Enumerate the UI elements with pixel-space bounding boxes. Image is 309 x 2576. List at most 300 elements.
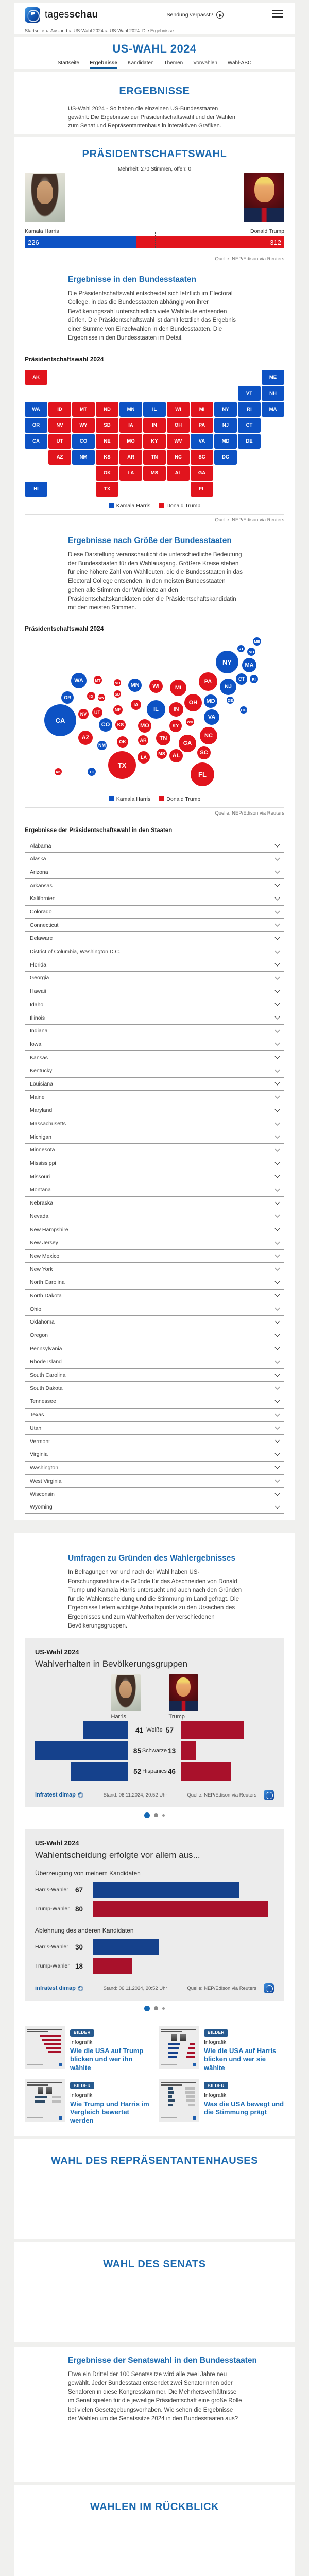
- state-accordion-row[interactable]: [25, 866, 284, 879]
- state-tile-AK[interactable]: AK: [25, 370, 47, 385]
- state-bubble-WY[interactable]: WY: [98, 694, 105, 701]
- state-bubble-NY[interactable]: NY: [216, 651, 238, 673]
- state-bubble-NV[interactable]: NV: [78, 709, 89, 719]
- state-bubble-AK[interactable]: AK: [55, 768, 62, 775]
- state-name: Virginia: [30, 1451, 48, 1458]
- state-tile-ME[interactable]: ME: [262, 370, 284, 385]
- teaser-kicker: Infografik: [204, 2092, 227, 2098]
- state-tile-NE[interactable]: NE: [96, 434, 118, 449]
- carousel-dot-3[interactable]: [162, 2007, 165, 2010]
- state-tile-ND[interactable]: ND: [96, 402, 118, 417]
- state-name: Tennessee: [30, 1398, 56, 1405]
- state-bubble-WI[interactable]: WI: [149, 680, 163, 693]
- state-bubble-IL[interactable]: IL: [147, 700, 165, 719]
- state-accordion-row[interactable]: [25, 945, 284, 958]
- state-name: Minnesota: [30, 1147, 55, 1154]
- state-bubble-MD[interactable]: MD: [204, 694, 217, 708]
- legend-swatch: [109, 503, 114, 508]
- source-note: Quelle: NEP/Edison via Reuters: [25, 253, 284, 262]
- trump-bar: [181, 1762, 231, 1781]
- state-tile-WY[interactable]: WY: [72, 418, 95, 433]
- state-name: Georgia: [30, 975, 49, 981]
- state-accordion-row[interactable]: [25, 918, 284, 931]
- tab-ergebnisse[interactable]: Ergebnisse: [90, 60, 117, 69]
- state-name: North Dakota: [30, 1292, 62, 1299]
- state-accordion-row[interactable]: [25, 1117, 284, 1130]
- bubble-map-legend: [25, 796, 284, 802]
- state-tile-TX[interactable]: TX: [96, 482, 118, 497]
- breadcrumb-item[interactable]: US-Wahl 2024: [73, 28, 104, 33]
- state-bubble-NJ[interactable]: NJ: [220, 679, 236, 695]
- category-label: Weiße: [146, 1727, 163, 1734]
- state-tile-IL[interactable]: IL: [143, 402, 166, 417]
- state-name: Kentucky: [30, 1067, 53, 1074]
- teaser-trump-profile[interactable]: [25, 2026, 152, 2072]
- breadcrumb-item[interactable]: Startseite: [25, 28, 45, 33]
- voter-label: Harris-Wähler: [35, 1944, 68, 1951]
- state-accordion-row[interactable]: [25, 1143, 284, 1157]
- state-name: Connecticut: [30, 922, 59, 928]
- chevron-down-icon: [275, 948, 280, 953]
- state-bubble-MO[interactable]: MO: [138, 719, 151, 733]
- state-name: Oklahoma: [30, 1319, 55, 1326]
- chevron-down-icon: [275, 908, 280, 913]
- state-bubble-FL[interactable]: FL: [191, 762, 214, 786]
- state-bubble-AL[interactable]: AL: [169, 749, 183, 762]
- chevron-down-icon: [275, 1464, 280, 1469]
- chevron-down-icon: [275, 975, 280, 980]
- state-tile-UT[interactable]: UT: [48, 434, 71, 449]
- state-name: Indiana: [30, 1028, 48, 1035]
- state-name: Wyoming: [30, 1504, 53, 1511]
- president-section: [14, 137, 295, 1520]
- state-accordion-row[interactable]: [25, 1130, 284, 1143]
- state-bubble-ME[interactable]: ME: [253, 637, 261, 646]
- house-section: [14, 2139, 295, 2239]
- harris-value: 85: [133, 1747, 141, 1755]
- state-accordion-row[interactable]: [25, 1262, 284, 1276]
- chevron-down-icon: [275, 1252, 280, 1258]
- state-bubble-GA[interactable]: GA: [179, 735, 196, 752]
- state-tile-MD[interactable]: MD: [214, 434, 237, 449]
- chart-title: US-Wahl 2024: [35, 1839, 79, 1848]
- state-bubble-CA[interactable]: CA: [44, 704, 76, 736]
- state-bubble-NC[interactable]: NC: [200, 727, 217, 744]
- chevron-down-icon: [275, 1345, 280, 1350]
- breadcrumb: [25, 28, 284, 33]
- state-tile-MA[interactable]: MA: [262, 402, 284, 417]
- state-name: Pennsylvania: [30, 1345, 62, 1352]
- state-tile-SC[interactable]: SC: [191, 450, 213, 465]
- state-accordion-row[interactable]: [25, 998, 284, 1011]
- state-tile-PA[interactable]: PA: [191, 418, 213, 433]
- legend-swatch: [159, 796, 164, 801]
- state-name: West Virginia: [30, 1478, 62, 1484]
- blue-bar: [93, 1939, 159, 1955]
- stand-note: Stand: 06.11.2024, 20:52 Uhr: [103, 1792, 167, 1798]
- state-name: Texas: [30, 1412, 44, 1418]
- breadcrumb-separator: ▸: [69, 29, 72, 33]
- state-tile-RI[interactable]: RI: [238, 402, 261, 417]
- source-note: Quelle: NEP/Edison via Reuters: [187, 1985, 256, 1991]
- state-name: Idaho: [30, 1001, 44, 1008]
- ard-icon: [264, 1790, 274, 1800]
- harris-bar: [35, 1741, 128, 1760]
- state-name: South Dakota: [30, 1385, 63, 1392]
- state-accordion-row[interactable]: [25, 1276, 284, 1289]
- carousel-dot-1[interactable]: [144, 2006, 150, 2011]
- chevron-down-icon: [275, 1014, 280, 1020]
- state-bubble-MA[interactable]: MA: [242, 658, 256, 672]
- chart-subtitle: Wahlentscheidung erfolgte vor allem aus...: [35, 1850, 200, 1860]
- state-accordion-row[interactable]: [25, 1170, 284, 1183]
- ard-mini-icon: [193, 2116, 196, 2120]
- chevron-down-icon: [275, 988, 280, 993]
- infratest-dimap-logo: infratest dimap: [35, 1985, 83, 1991]
- trump-ev-segment: 312: [136, 236, 284, 248]
- state-accordion-row[interactable]: [25, 1104, 284, 1117]
- legend-item: Kamala Harris: [109, 503, 151, 509]
- state-accordion-row[interactable]: [25, 1315, 284, 1329]
- breadcrumb-item[interactable]: Ausland: [50, 28, 67, 33]
- state-accordion-row[interactable]: [25, 892, 284, 905]
- group-label: Ablehnung des anderen Kandidaten: [35, 1927, 134, 1935]
- state-bubble-OK[interactable]: OK: [117, 736, 128, 748]
- ard-icon: [264, 1983, 274, 1993]
- state-tile-WA[interactable]: WA: [25, 402, 47, 417]
- state-bubble-NE[interactable]: NE: [113, 705, 123, 715]
- breadcrumb-separator: ▸: [46, 29, 49, 33]
- state-accordion-row[interactable]: [25, 1329, 284, 1342]
- state-bubble-PA[interactable]: PA: [199, 672, 217, 691]
- harris-value: 41: [135, 1726, 143, 1734]
- state-tile-OR[interactable]: OR: [25, 418, 47, 433]
- state-accordion-row[interactable]: [25, 1011, 284, 1024]
- state-bubble-VT[interactable]: VT: [237, 645, 245, 652]
- state-name: Massachusetts: [30, 1121, 66, 1127]
- state-accordion-row[interactable]: [25, 1289, 284, 1302]
- polls-heading: Umfragen zu Gründen des Wahlergebnisses: [68, 1554, 235, 1563]
- state-tile-MO[interactable]: MO: [119, 434, 142, 449]
- state-bubble-ND[interactable]: ND: [114, 679, 121, 686]
- tagesschau-logo[interactable]: [25, 7, 40, 23]
- teaser-kicker: Infografik: [204, 2039, 227, 2046]
- chevron-down-icon: [275, 1067, 280, 1072]
- state-bubble-MT[interactable]: MT: [94, 676, 102, 684]
- state-bubble-UT[interactable]: UT: [92, 707, 102, 718]
- state-tile-NC[interactable]: NC: [167, 450, 190, 465]
- state-bubble-TN[interactable]: TN: [156, 731, 170, 745]
- state-accordion-row[interactable]: [25, 1381, 284, 1395]
- teaser-title: Wie Trump und Harris im Vergleich bewertet werden: [70, 2099, 149, 2125]
- chevron-down-icon: [275, 1080, 280, 1086]
- state-tile-CT[interactable]: CT: [238, 418, 261, 433]
- state-name: Kalifornien: [30, 895, 56, 902]
- teaser-direction[interactable]: [159, 2079, 286, 2125]
- state-name: Florida: [30, 961, 47, 968]
- chevron-down-icon: [275, 1425, 280, 1430]
- chart-subtitle: Wahlverhalten in Bevölkerungsgruppen: [35, 1659, 188, 1669]
- bilder-badge: BILDER: [204, 2082, 228, 2089]
- value-label: 18: [75, 1962, 83, 1970]
- state-accordion-row[interactable]: [25, 1038, 284, 1051]
- teaser-opinion[interactable]: [25, 2079, 152, 2125]
- chevron-down-icon: [275, 1094, 280, 1099]
- state-bubble-NH[interactable]: NH: [247, 648, 255, 656]
- state-accordion-row[interactable]: [25, 1157, 284, 1170]
- state-bubble-CT[interactable]: CT: [236, 673, 247, 685]
- state-accordion-row[interactable]: [25, 1461, 284, 1475]
- state-bubble-WA[interactable]: WA: [71, 673, 87, 688]
- trump-value: 46: [167, 1767, 176, 1775]
- state-tile-WI[interactable]: WI: [167, 402, 190, 417]
- state-bubble-IN[interactable]: IN: [169, 702, 183, 717]
- state-accordion-row[interactable]: [25, 1210, 284, 1223]
- chevron-down-icon: [275, 1398, 280, 1403]
- state-tile-AR[interactable]: AR: [119, 450, 142, 465]
- state-name: Oregon: [30, 1332, 48, 1339]
- state-bubble-TX[interactable]: TX: [108, 751, 136, 779]
- state-tile-CA[interactable]: CA: [25, 434, 47, 449]
- carousel-dots: [25, 2002, 284, 2015]
- site-header: [14, 3, 295, 34]
- senate-text: Etwa ein Drittel der 100 Senatssitze wird alle zwei Jahre neu gewählt. Jeder Bundesstaat entsendet zwei Senatorinnen oder Senatoren in diese Kongresskammer. Die Mehrheitsverhältnisse im Senat spielen für die jeweilige Präsidentschaft eine große Rolle bei vielen Gesetzgebungsvorhaben. Wie sehen die Ergebnisse der Wahlen um die Senatssitze 2024 in den Bundesstaaten aus?: [68, 2371, 242, 2422]
- legend-swatch: [159, 503, 164, 508]
- state-accordion-row[interactable]: [25, 1434, 284, 1448]
- state-bubble-IA[interactable]: IA: [131, 700, 141, 710]
- state-accordion-row[interactable]: [25, 878, 284, 892]
- state-tile-KY[interactable]: KY: [143, 434, 166, 449]
- state-bubble-OH[interactable]: OH: [184, 694, 202, 711]
- state-tile-NH[interactable]: NH: [262, 386, 284, 401]
- state-tile-HI[interactable]: HI: [25, 482, 47, 497]
- chevron-down-icon: [275, 1451, 280, 1456]
- state-accordion-row[interactable]: [25, 1395, 284, 1408]
- state-bubble-MN[interactable]: MN: [128, 679, 142, 692]
- state-accordion-row[interactable]: [25, 1223, 284, 1236]
- state-tile-GA[interactable]: GA: [191, 466, 213, 481]
- state-name: Maine: [30, 1094, 45, 1100]
- state-tile-OK[interactable]: OK: [96, 466, 118, 481]
- bilder-badge: BILDER: [204, 2029, 228, 2037]
- state-name: Hawaii: [30, 988, 46, 995]
- decision-chart-row: [35, 1957, 274, 1975]
- chevron-down-icon: [275, 1160, 280, 1165]
- state-accordion-row[interactable]: [25, 1302, 284, 1315]
- state-accordion-row[interactable]: [25, 1236, 284, 1249]
- state-tile-NM[interactable]: NM: [72, 450, 95, 465]
- state-name: Michigan: [30, 1133, 52, 1140]
- state-tile-LA[interactable]: LA: [119, 466, 142, 481]
- state-bubble-KY[interactable]: KY: [169, 720, 182, 732]
- state-accordion-row[interactable]: [25, 1355, 284, 1368]
- state-tile-DC[interactable]: DC: [214, 450, 237, 465]
- state-tile-NV[interactable]: NV: [48, 418, 71, 433]
- carousel-dot-3[interactable]: [162, 1814, 165, 1817]
- state-bubble-LA[interactable]: LA: [138, 751, 150, 764]
- chevron-down-icon: [275, 1318, 280, 1324]
- state-tile-MN[interactable]: MN: [119, 402, 142, 417]
- state-bubble-SD[interactable]: SD: [114, 690, 121, 698]
- teaser-kicker: Infografik: [70, 2039, 93, 2046]
- category-label: Schwarze: [142, 1748, 167, 1754]
- majority-marker: [155, 232, 156, 248]
- state-accordion-row[interactable]: [25, 1249, 284, 1263]
- bubble-map-label: Präsidentschaftswahl 2024: [25, 625, 104, 633]
- sendung-verpasst-link[interactable]: Sendung verpasst?: [167, 11, 224, 19]
- state-tile-ID[interactable]: ID: [48, 402, 71, 417]
- state-tile-AZ[interactable]: AZ: [48, 450, 71, 465]
- category-label: Hispanics: [142, 1768, 167, 1775]
- state-bubble-MI[interactable]: MI: [170, 680, 186, 696]
- tab-startseite[interactable]: Startseite: [57, 60, 79, 66]
- state-bubble-KS[interactable]: KS: [115, 720, 126, 730]
- state-accordion-row[interactable]: [25, 1501, 284, 1514]
- voter-label: Trump-Wähler: [35, 1963, 70, 1970]
- state-accordion-row[interactable]: [25, 1183, 284, 1196]
- state-name: North Carolina: [30, 1279, 65, 1286]
- state-accordion-row[interactable]: [25, 931, 284, 945]
- state-bubble-DC[interactable]: DC: [240, 706, 247, 714]
- tab-kandidaten[interactable]: Kandidaten: [127, 60, 154, 66]
- group-label: Überzeugung von meinem Kandidaten: [35, 1870, 141, 1877]
- state-tile-NJ[interactable]: NJ: [214, 418, 237, 433]
- state-accordion-row[interactable]: [25, 1368, 284, 1382]
- state-bubble-HI[interactable]: HI: [88, 768, 96, 776]
- chevron-down-icon: [275, 961, 280, 967]
- state-tile-CO[interactable]: CO: [72, 434, 95, 449]
- trump-bar: [181, 1741, 196, 1760]
- state-tile-IA[interactable]: IA: [119, 418, 142, 433]
- state-bubble-SC[interactable]: SC: [197, 746, 211, 759]
- state-accordion-row[interactable]: [25, 1077, 284, 1091]
- state-name: Vermont: [30, 1438, 50, 1445]
- state-accordion-row[interactable]: [25, 1050, 284, 1064]
- state-bubble-RI[interactable]: RI: [250, 675, 258, 683]
- chevron-down-icon: [275, 1478, 280, 1483]
- state-bubble-AZ[interactable]: AZ: [78, 731, 93, 745]
- state-bubble-OR[interactable]: OR: [61, 691, 74, 704]
- state-tile-OH[interactable]: OH: [167, 418, 190, 433]
- state-accordion-row[interactable]: [25, 1408, 284, 1421]
- chevron-down-icon: [275, 869, 280, 874]
- majority-note: Mehrheit: 270 Stimmen, offen: 0: [117, 166, 192, 172]
- teaser-thumbnail: [159, 2026, 199, 2069]
- state-accordion-row[interactable]: [25, 852, 284, 866]
- state-tile-DE[interactable]: DE: [238, 434, 261, 449]
- state-tile-VA[interactable]: VA: [191, 434, 213, 449]
- value-label: 67: [75, 1886, 83, 1894]
- state-accordion-row[interactable]: [25, 971, 284, 985]
- state-tile-AL[interactable]: AL: [167, 466, 190, 481]
- state-tile-FL[interactable]: FL: [191, 482, 213, 497]
- decision-chart-row: [35, 1881, 274, 1899]
- state-name: Wisconsin: [30, 1491, 55, 1498]
- infratest-dimap-logo: infratest dimap: [35, 1792, 83, 1798]
- state-bubble-MS[interactable]: MS: [157, 749, 167, 759]
- state-tile-MI[interactable]: MI: [191, 402, 213, 417]
- state-accordion-row[interactable]: [25, 1487, 284, 1501]
- brand-wordmark: tagesschau: [45, 9, 98, 20]
- tab-vorwahlen[interactable]: Vorwahlen: [193, 60, 217, 66]
- carousel-dot-1[interactable]: [144, 1812, 150, 1818]
- state-tile-VT[interactable]: VT: [238, 386, 261, 401]
- state-bubble-AR[interactable]: AR: [138, 735, 148, 745]
- chevron-down-icon: [275, 1371, 280, 1377]
- state-bubble-ID[interactable]: ID: [87, 692, 95, 700]
- state-bubble-DE[interactable]: DE: [227, 697, 234, 704]
- state-accordion-title: Ergebnisse der Präsidentschaftswahl in den Staaten: [25, 827, 173, 834]
- state-bubble-NM[interactable]: NM: [97, 741, 107, 750]
- legend-item: Kamala Harris: [109, 796, 151, 802]
- state-tile-NY[interactable]: NY: [214, 402, 237, 417]
- menu-icon[interactable]: [272, 10, 283, 20]
- state-bubble-WV[interactable]: WV: [186, 718, 194, 726]
- harris-photo: [25, 173, 65, 222]
- carousel-dots: [25, 1808, 284, 1822]
- house-title: WAHL DES REPRÄSENTANTENHAUSES: [50, 2155, 259, 2166]
- ard-mini-icon: [59, 2116, 62, 2120]
- teaser-profile-compare[interactable]: [159, 2026, 286, 2072]
- page-title: US-WAHL 2024: [112, 42, 197, 55]
- state-name: District of Columbia, Washington D.C.: [30, 948, 121, 955]
- breadcrumb-separator: ▸: [105, 29, 108, 33]
- chevron-down-icon: [275, 1332, 280, 1337]
- carousel-dot-2[interactable]: [154, 2006, 158, 2010]
- state-accordion-row[interactable]: [25, 1474, 284, 1487]
- chevron-down-icon: [275, 1306, 280, 1311]
- state-tile-KS[interactable]: KS: [96, 450, 118, 465]
- state-accordion-row[interactable]: [25, 905, 284, 919]
- state-accordion-row[interactable]: [25, 839, 284, 852]
- senate-results-card: [14, 2347, 295, 2482]
- state-bubble-VA[interactable]: VA: [204, 709, 219, 725]
- chart-title: US-Wahl 2024: [35, 1648, 79, 1656]
- chevron-down-icon: [275, 1226, 280, 1231]
- state-accordion-row[interactable]: [25, 1421, 284, 1435]
- chevron-down-icon: [275, 1041, 280, 1046]
- state-tile-TN[interactable]: TN: [143, 450, 166, 465]
- state-accordion-row[interactable]: [25, 1024, 284, 1038]
- state-name: Arkansas: [30, 882, 53, 889]
- state-accordion-row[interactable]: [25, 1196, 284, 1210]
- state-tile-IN[interactable]: IN: [143, 418, 166, 433]
- chevron-down-icon: [275, 895, 280, 900]
- tab-wahl-abc[interactable]: Wahl-ABC: [227, 60, 252, 66]
- state-accordion-row[interactable]: [25, 1342, 284, 1355]
- state-accordion-row[interactable]: [25, 958, 284, 971]
- chevron-down-icon: [275, 1146, 280, 1151]
- state-accordion-row[interactable]: [25, 1064, 284, 1077]
- state-tile-MS[interactable]: MS: [143, 466, 166, 481]
- breadcrumb-item[interactable]: US-Wahl 2024: Die Ergebnisse: [109, 28, 174, 33]
- state-tile-SD[interactable]: SD: [96, 418, 118, 433]
- results-intro-text: US-Wahl 2024 - So haben die einzelnen US-Bundesstaaten gewählt: Die Ergebnisse der Präsidentschaftswahl und der Wahlen zum Senat und Repräsentantenhaus in interaktiven Grafiken.: [68, 106, 235, 129]
- carousel-dot-2[interactable]: [154, 1813, 158, 1817]
- chevron-down-icon: [275, 1490, 280, 1496]
- results-intro-card: [14, 72, 295, 134]
- state-accordion-row[interactable]: [25, 1448, 284, 1461]
- state-tile-WV[interactable]: WV: [167, 434, 190, 449]
- state-bubble-CO[interactable]: CO: [99, 718, 112, 732]
- state-tile-MT[interactable]: MT: [72, 402, 95, 417]
- ard-mini-icon: [59, 2063, 62, 2066]
- state-accordion-row[interactable]: [25, 1090, 284, 1104]
- hero-tabs: [14, 60, 295, 69]
- teaser-title: Wie die USA auf Harris blicken und wer sie wählte: [204, 2047, 277, 2072]
- state-accordion-row[interactable]: [25, 985, 284, 998]
- tab-themen[interactable]: Themen: [164, 60, 183, 66]
